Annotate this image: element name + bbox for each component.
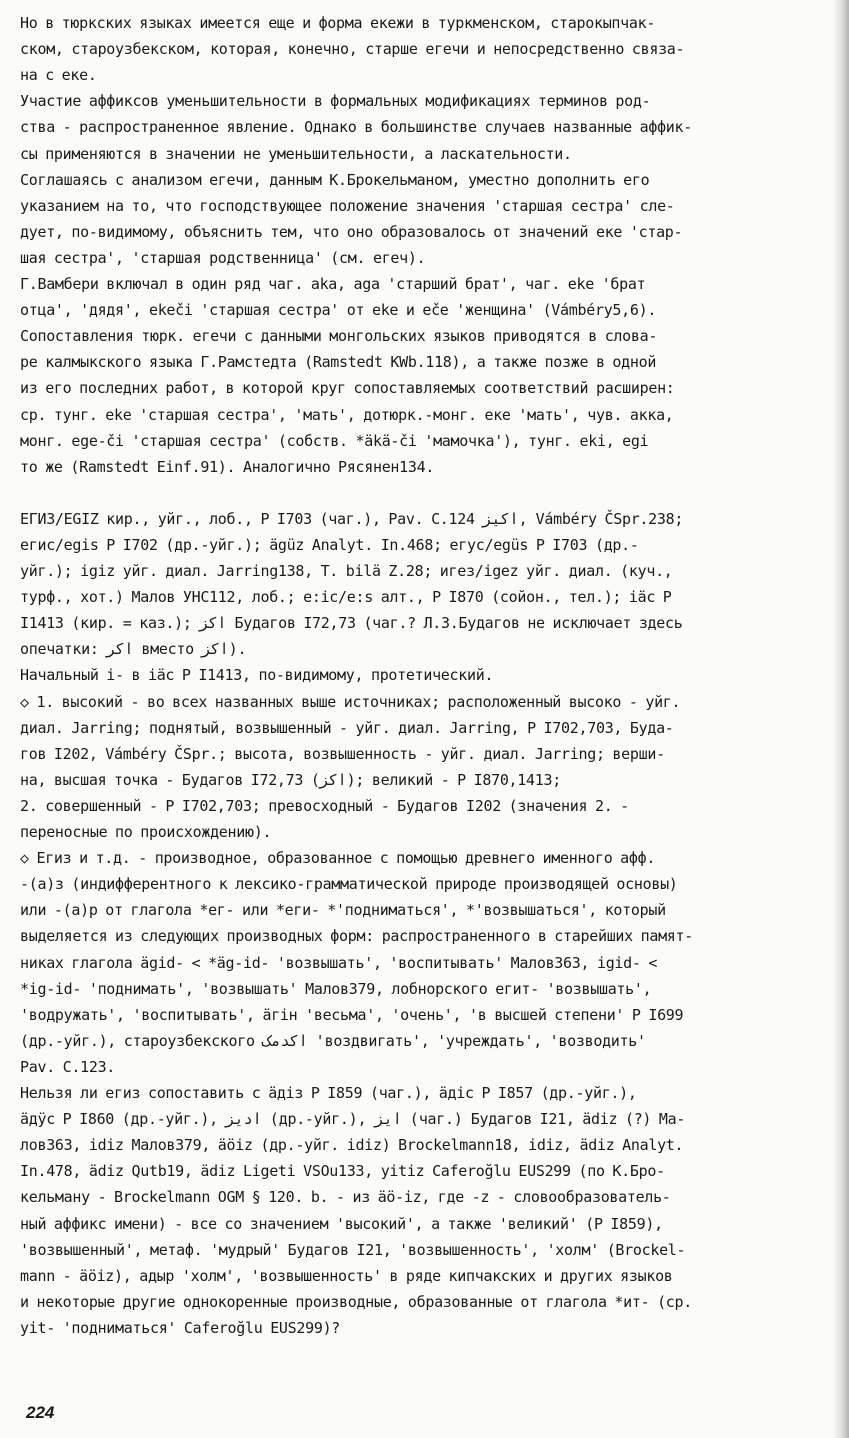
text-line: Но в тюркских языках имеется еще и форма екежи в туркменском, старокыпчак- [20,14,656,32]
text-line: уйг.); igiz уйг. диал. Jarring138, T. bilä Z.28; игез/igez уйг. диал. (куч., [20,562,673,580]
text-line: ЕГИЗ/EGIZ кир., уйг., лоб., Р I703 (чаг.), Pav. C.124 اکیز, Vámbéry ČSpr.238; [20,509,684,528]
page-number: 224 [26,1403,55,1422]
text-line: Начальный i- в iäс Р I1413, по-видимому, протетический. [20,666,494,685]
text-line: гов I202, Vámbéry ČSpr.; высота, возвышенность - уйг. диал. Jarring; верши- [20,744,665,763]
text-line: ском, староузбекском, которая, конечно, старше егечи и непосредственно связа- [20,40,685,59]
text-line: выделяется из следующих производных форм: распространенного в старейших памят- [20,927,694,946]
text-line: -(а)з (индифферентного к лексико-грамматической природе производящей основы) [20,875,678,894]
text-line: 2. совершенный - Р I702,703; превосходный - Будагов I202 (значения 2. - [20,796,629,815]
text-line: то же (Ramstedt Einf.91). Аналогично Рясянен134. [20,457,435,476]
text-line: ср. тунг. eke 'старшая сестра', 'мать', дотюрк.-монг. еке 'мать', чув. акка, [20,405,674,424]
text-line: турф., хот.) Малов УНС112, лоб.; e:iс/e:s алт., Р I870 (сойон., тел.); iäс Р [20,588,672,607]
text-line: ◇ Егиз и т.д. - производное, образованное с помощью древнего именного афф. [20,849,656,868]
text-line: (др.-уйг.), староузбекского اکدمک 'воздвигать', 'учреждать', 'возводить' [20,1031,646,1050]
text-line: äдÿс Р I860 (др.-уйг.), ادیز (др.-уйг.), ایز (чаг.) Будагов I21, ädiz (?) Ма- [20,1110,686,1129]
text-line: кельману - Brockelmann OGM § 120. b. - из äö-iz, где -z - словообразователь- [20,1188,671,1207]
text-line: шая сестра', 'старшая родственница' (см. егеч). [20,248,426,267]
text-line: указанием на то, что господствующее положение значения 'старшая сестра' сле- [20,196,675,215]
text-line: переносные по происхождению). [20,823,272,841]
text-line: 'возвышенный', метаф. 'мудрый' Будагов I21, 'возвышенность', 'холм' (Brockel- [20,1240,686,1259]
text-line: или -(а)р от глагола *ег- или *еги- *'подниматься', *'возвышаться', который [20,901,666,920]
text-line: *ig-id- 'поднимать', 'возвышать' Малов379, лобнорского егит- 'возвышать', [20,979,652,998]
text-line: дует, по-видимому, объяснить тем, что оно образовалось от значений еке 'стар- [20,222,683,241]
text-line: yit- 'подниматься' Caferoğlu EUS299)? [20,1318,341,1337]
text-line: егис/egis Р I702 (др.-уйг.); ägüz Analyt. In.468; егус/egüs Р I703 (др.- [20,535,639,554]
text-line: 'водружать', 'воспитывать', äгін 'весьма', 'очень', 'в высшей степени' Р I699 [20,1005,684,1024]
text-line: монг. ege-či 'старшая сестра' (собств. *äkä-či 'мамочка'), тунг. eki, egi [20,431,649,450]
text-line: диал. Jarring; поднятый, возвышенный - уйг. диал. Jarring, Р I702,703, Буда- [20,718,674,737]
text-line: на с еке. [20,66,97,85]
text-line: ◇ 1. высокий - во всех названных выше источниках; расположенный высоко - уйг. [20,692,681,711]
text-line: Pav. C.123. [20,1057,116,1076]
text-line: I1413 (кир. = каз.); اکز Будагов I72,73 (чаг.? Л.З.Будагов не исключает здесь [20,614,683,633]
text-line: Нельзя ли егиз сопоставить с äдіз Р I859 (чаг.), äдіс Р I857 (др.-уйг.), [20,1084,637,1102]
text-line: на, высшая точка - Будагов I72,73 (اکز); великий - Р I870,1413; [20,770,561,789]
text-line: опечатки: اکر вместо اکز). [20,640,247,659]
text-line: ре калмыкского языка Г.Рамстедта (Ramstedt KWb.118), а также позже в одной [20,353,657,372]
scan-edge-shadow [833,0,849,1438]
text-line: из его последних работ, в которой круг сопоставляемых соответствий расширен: [20,379,675,398]
text-line: Сопоставления тюрк. егечи с данными монгольских языков приводятся в слова- [20,327,658,346]
text-line: In.478, ädiz Qutb19, ädiz Ligeti VSOu133, yitiz Caferoğlu EUS299 (по К.Бро- [20,1162,665,1181]
text-line: Г.Вамбери включал в один ряд чаг. aka, aga 'старший брат', чаг. eke 'брат [20,275,646,293]
text-line: ства - распространенное явление. Однако в большинстве случаев названные аффик- [20,118,693,137]
text-line: Соглашаясь с анализом егечи, данным К.Брокельманом, уместно дополнить его [20,170,650,189]
text-line: сы применяются в значении не уменьшительности, а ласкательности. [20,144,572,163]
text-line: отца', 'дядя', ekeči 'старшая сестра' от eke и eče 'женщина' (Vámbéry5,6). [20,301,657,320]
text-line: никах глагола ägid- < *äg-id- 'возвышать', 'воспитывать' Малов363, igid- < [20,953,658,972]
text-line: лов363, idiz Малов379, äöiz (др.-уйг. idiz) Brockelmann18, idiz, ädiz Analyt. [20,1136,684,1155]
text-line: mann - äöiz), адыр 'холм', 'возвышенность' в ряде кипчакских и других языков [20,1266,673,1285]
text-line: ный аффикс имени) - все со значением 'высокий', а также 'великий' (Р I859), [20,1214,663,1233]
text-line: и некоторые другие однокоренные производные, образованные от глагола *ит- (ср. [20,1292,693,1311]
text-line: Участие аффиксов уменьшительности в формальных модификациях терминов род- [20,92,651,111]
